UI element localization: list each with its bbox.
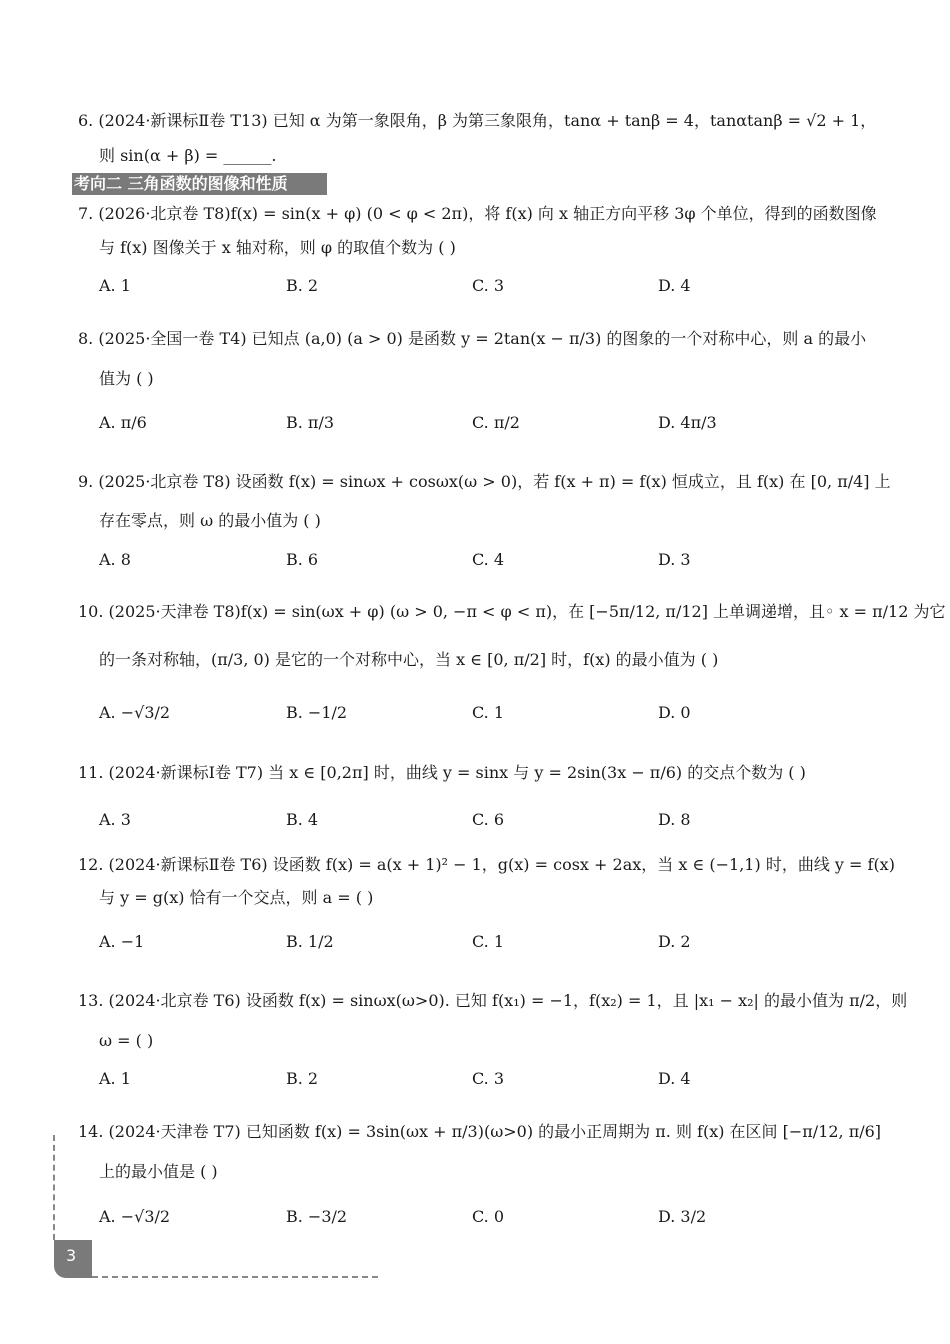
q10-option-a: A. −√3/2 (99, 703, 171, 722)
question-9-line-2: 存在零点，则 ω 的最小值为 ( ) (99, 511, 321, 530)
q7-option-a: A. 1 (99, 276, 131, 295)
q10-option-d: D. 0 (658, 703, 691, 722)
q14-option-a: A. −√3/2 (99, 1207, 171, 1226)
question-7-line-2: 与 f(x) 图像关于 x 轴对称，则 φ 的取值个数为 ( ) (99, 238, 456, 257)
question-14-line-1: 14. (2024·天津卷 T7) 已知函数 f(x) = 3sin(ωx + π/3)(ω>0) 的最小正周期为 π. 则 f(x) 在区间 [−π/12, π/6] (78, 1122, 882, 1141)
q12-option-c: C. 1 (472, 932, 505, 951)
q14-option-c: C. 0 (472, 1207, 505, 1226)
q9-option-a: A. 8 (99, 550, 131, 569)
q9-option-d: D. 3 (658, 550, 691, 569)
footer-vertical-dashed-line (53, 1135, 55, 1240)
q9-option-b: B. 6 (286, 550, 319, 569)
question-9-line-1: 9. (2025·北京卷 T8) 设函数 f(x) = sinωx + cosωx(ω > 0)，若 f(x + π) = f(x) 恒成立，且 f(x) 在 [0, π/4] 上 (78, 472, 891, 491)
question-12-line-2: 与 y = g(x) 恰有一个交点，则 a = ( ) (99, 888, 374, 907)
question-13-line-1: 13. (2024·北京卷 T6) 设函数 f(x) = sinωx(ω>0). 已知 f(x₁) = −1，f(x₂) = 1，且 |x₁ − x₂| 的最小值为 π/2，则 (78, 991, 908, 1010)
q13-option-a: A. 1 (99, 1069, 131, 1088)
q7-option-d: D. 4 (658, 276, 691, 295)
question-12-line-1: 12. (2024·新课标Ⅱ卷 T6) 设函数 f(x) = a(x + 1)² − 1，g(x) = cosx + 2ax，当 x ∈ (−1,1) 时，曲线 y = f(x) (78, 855, 895, 874)
q8-option-a: A. π/6 (99, 413, 147, 432)
q10-option-b: B. −1/2 (286, 703, 348, 722)
question-8-line-2: 值为 ( ) (99, 369, 154, 388)
q13-option-d: D. 4 (658, 1069, 691, 1088)
q11-option-c: C. 6 (472, 810, 505, 829)
footer-horizontal-dashed-line (92, 1276, 378, 1278)
q8-option-d: D. 4π/3 (658, 413, 717, 432)
page-number: 3 (66, 1246, 77, 1265)
q12-option-a: A. −1 (99, 932, 145, 951)
q11-option-a: A. 3 (99, 810, 131, 829)
question-8-line-1: 8. (2025·全国一卷 T4) 已知点 (a,0) (a > 0) 是函数 y = 2tan(x − π/3) 的图象的一个对称中心，则 a 的最小 (78, 329, 867, 348)
question-6-line-2: 则 sin(α + β) = ______. (99, 146, 277, 165)
question-10-line-2: 的一条对称轴，(π/3, 0) 是它的一个对称中心，当 x ∈ [0, π/2] 时，f(x) 的最小值为 ( ) (99, 650, 719, 669)
q13-option-b: B. 2 (286, 1069, 319, 1088)
q12-option-d: D. 2 (658, 932, 691, 951)
question-10-line-1: 10. (2025·天津卷 T8)f(x) = sin(ωx + φ) (ω > 0, −π < φ < π)，在 [−5π/12, π/12] 上单调递增，且◦ x = π/12 为它 (78, 602, 946, 621)
q11-option-b: B. 4 (286, 810, 319, 829)
q12-option-b: B. 1/2 (286, 932, 334, 951)
q11-option-d: D. 8 (658, 810, 691, 829)
question-6-line-1: 6. (2024·新课标Ⅱ卷 T13) 已知 α 为第一象限角，β 为第三象限角，tanα + tanβ = 4，tanαtanβ = √2 + 1， (78, 111, 877, 130)
question-13-line-2: ω = ( ) (99, 1031, 154, 1050)
q8-option-c: C. π/2 (472, 413, 520, 432)
section-header: 考向二 三角函数的图像和性质 (72, 173, 327, 195)
question-7-line-1: 7. (2026·北京卷 T8)f(x) = sin(x + φ) (0 < φ < 2π)，将 f(x) 向 x 轴正方向平移 3φ 个单位，得到的函数图像 (78, 204, 877, 223)
q7-option-b: B. 2 (286, 276, 319, 295)
q13-option-c: C. 3 (472, 1069, 505, 1088)
q7-option-c: C. 3 (472, 276, 505, 295)
question-14-line-2: 上的最小值是 ( ) (99, 1162, 218, 1181)
q14-option-b: B. −3/2 (286, 1207, 348, 1226)
q10-option-c: C. 1 (472, 703, 505, 722)
q9-option-c: C. 4 (472, 550, 505, 569)
question-11-line-1: 11. (2024·新课标Ⅰ卷 T7) 当 x ∈ [0,2π] 时，曲线 y = sinx 与 y = 2sin(3x − π/6) 的交点个数为 ( ) (78, 763, 806, 782)
q8-option-b: B. π/3 (286, 413, 335, 432)
q14-option-d: D. 3/2 (658, 1207, 707, 1226)
